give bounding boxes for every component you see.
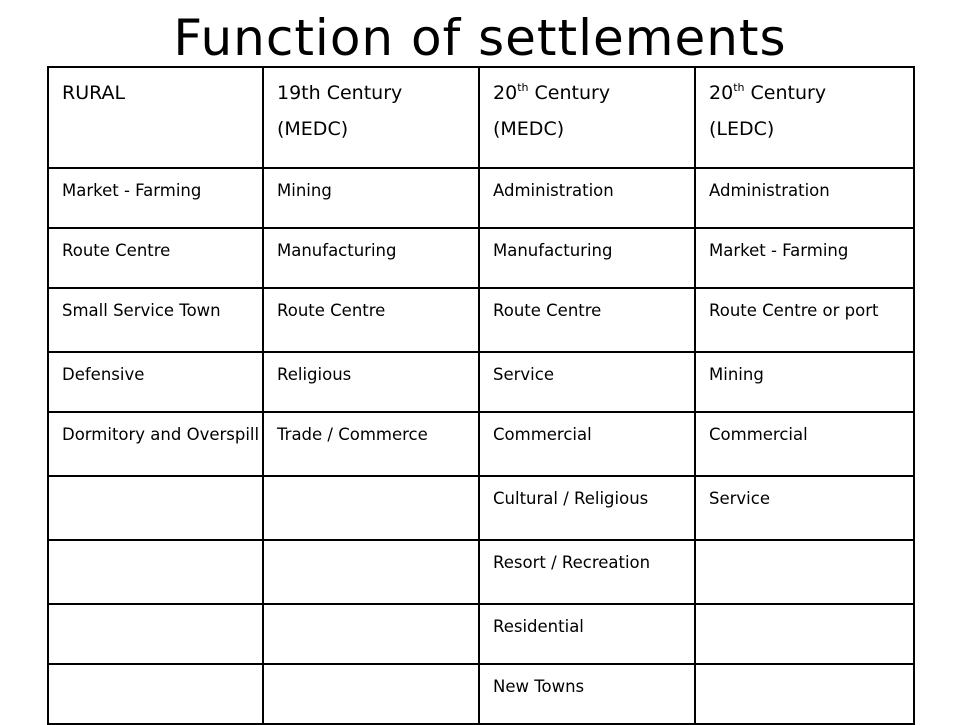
table-cell — [263, 476, 479, 540]
table-row — [48, 412, 914, 476]
header-cell-19th-century-medc — [263, 67, 479, 168]
table-cell — [48, 604, 263, 664]
table-row — [48, 476, 914, 540]
table-cell: Service — [695, 476, 914, 540]
table-cell: Manufacturing — [479, 228, 695, 288]
table-row — [48, 604, 914, 664]
table-cell: Trade / Commerce — [263, 412, 479, 476]
table-cell: Commercial — [695, 412, 914, 476]
header-line1: 20th Century — [493, 81, 611, 104]
table-cell: Residential — [479, 604, 695, 664]
table-cell: Cultural / Religious — [479, 476, 695, 540]
table-cell: Commercial — [479, 412, 695, 476]
table-cell — [263, 664, 479, 724]
table-cell — [48, 664, 263, 724]
header-line2: (LEDC) — [709, 118, 775, 140]
table-cell: Manufacturing — [263, 228, 479, 288]
table-cell: New Towns — [479, 664, 695, 724]
table-cell: Defensive — [48, 352, 263, 412]
table-cell: Mining — [263, 168, 479, 228]
table-row — [48, 228, 914, 288]
header-cell-20th-century-ledc — [695, 67, 914, 168]
table-cell — [263, 604, 479, 664]
table-cell — [695, 540, 914, 604]
table-cell: Market - Farming — [48, 168, 263, 228]
table-row — [48, 168, 914, 228]
table-cell: Service — [479, 352, 695, 412]
table-row — [48, 352, 914, 412]
header-cell-rural — [48, 67, 263, 168]
table-cell — [263, 540, 479, 604]
page-title: Function of settlements — [173, 9, 787, 67]
table-row — [48, 540, 914, 604]
table-row — [48, 288, 914, 352]
table-cell: Route Centre — [479, 288, 695, 352]
header-line1: 20th Century — [709, 81, 827, 104]
header-line2: (MEDC) — [277, 118, 349, 140]
settlement-functions-table — [47, 66, 915, 725]
table-cell: Route Centre or port — [695, 288, 914, 352]
table-cell: Resort / Recreation — [479, 540, 695, 604]
table-cell: Administration — [479, 168, 695, 228]
header-line1: RURAL — [62, 82, 126, 104]
table-cell — [695, 604, 914, 664]
table-cell — [695, 664, 914, 724]
table-cell: Route Centre — [48, 228, 263, 288]
table-cell: Administration — [695, 168, 914, 228]
table-cell: Route Centre — [263, 288, 479, 352]
table-cell: Religious — [263, 352, 479, 412]
table-header-row — [48, 67, 914, 168]
header-cell-20th-century-medc — [479, 67, 695, 168]
table-cell — [48, 476, 263, 540]
table-cell: Small Service Town — [48, 288, 263, 352]
table-cell: Market - Farming — [695, 228, 914, 288]
table-cell: Mining — [695, 352, 914, 412]
table-cell: Dormitory and Overspill — [48, 412, 263, 476]
table-cell — [48, 540, 263, 604]
header-line2: (MEDC) — [493, 118, 565, 140]
table-row — [48, 664, 914, 724]
header-line1: 19th Century — [277, 82, 403, 104]
